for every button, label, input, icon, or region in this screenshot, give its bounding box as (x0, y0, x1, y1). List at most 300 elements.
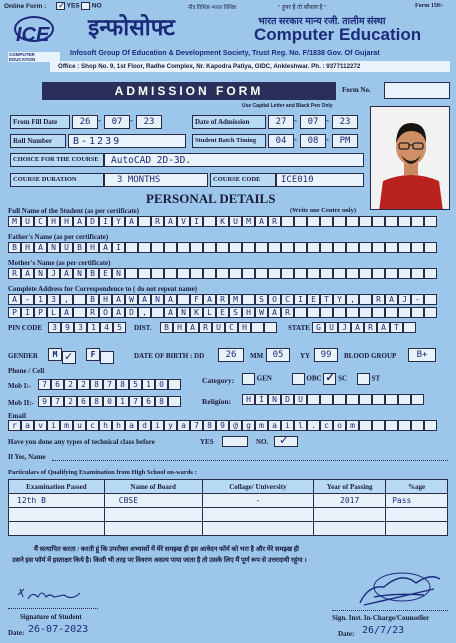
char-box[interactable]: I (99, 216, 112, 227)
char-box[interactable]: 0 (103, 396, 116, 407)
tech-yes-checkbox[interactable] (222, 436, 248, 447)
char-box[interactable]: d (138, 420, 151, 431)
char-box[interactable]: U (325, 322, 338, 333)
char-box[interactable]: I (190, 216, 203, 227)
gender-m-check[interactable]: ✓ (62, 351, 76, 364)
char-box[interactable]: A (385, 294, 398, 305)
char-box[interactable] (398, 420, 411, 431)
gender-f-box[interactable]: F (86, 348, 100, 361)
dob-yy[interactable]: 99 (314, 348, 338, 362)
char-box[interactable] (294, 242, 307, 253)
char-box[interactable]: 7 (51, 396, 64, 407)
char-box[interactable] (411, 216, 424, 227)
mob2-cells[interactable] (38, 396, 181, 407)
form-no-field[interactable] (384, 82, 450, 99)
char-box[interactable] (424, 242, 437, 253)
char-box[interactable]: K (216, 216, 229, 227)
char-box[interactable]: U (229, 216, 242, 227)
char-box[interactable]: H (242, 394, 255, 405)
char-box[interactable]: R (151, 216, 164, 227)
char-box[interactable] (177, 242, 190, 253)
char-box[interactable]: O (268, 294, 281, 305)
char-box[interactable] (359, 294, 372, 305)
char-box[interactable]: 2 (64, 379, 77, 390)
char-box[interactable]: L (203, 307, 216, 318)
char-box[interactable]: 9 (61, 322, 74, 333)
char-box[interactable]: A (268, 307, 281, 318)
char-box[interactable]: r (8, 420, 21, 431)
char-box[interactable] (359, 307, 372, 318)
char-box[interactable]: a (268, 420, 281, 431)
char-box[interactable] (268, 242, 281, 253)
char-box[interactable]: m (60, 420, 73, 431)
char-box[interactable]: N (151, 294, 164, 305)
char-box[interactable]: - (411, 294, 424, 305)
char-box[interactable]: A (112, 307, 125, 318)
char-box[interactable]: N (47, 242, 60, 253)
char-box[interactable]: C (281, 294, 294, 305)
char-box[interactable]: C (34, 216, 47, 227)
char-box[interactable]: H (47, 216, 60, 227)
full-name-cells[interactable] (8, 216, 437, 227)
char-box[interactable] (168, 396, 181, 407)
char-box[interactable]: U (212, 322, 225, 333)
char-box[interactable] (190, 242, 203, 253)
char-box[interactable]: , (346, 294, 359, 305)
char-box[interactable]: H (173, 322, 186, 333)
char-box[interactable] (359, 420, 372, 431)
char-box[interactable]: Y (333, 294, 346, 305)
char-box[interactable] (73, 307, 86, 318)
char-box[interactable] (203, 268, 216, 279)
char-box[interactable]: D (125, 307, 138, 318)
cell-board[interactable] (104, 522, 202, 536)
char-box[interactable] (320, 268, 333, 279)
char-box[interactable]: A (138, 294, 151, 305)
category-obc-checkbox[interactable] (292, 373, 305, 385)
char-box[interactable] (424, 294, 437, 305)
cell-university[interactable]: - (202, 494, 314, 508)
char-box[interactable] (307, 307, 320, 318)
char-box[interactable]: , (138, 307, 151, 318)
char-box[interactable]: A (99, 242, 112, 253)
student-date-value[interactable]: 26-07-2023 (28, 624, 89, 635)
char-box[interactable]: i (47, 420, 60, 431)
char-box[interactable] (333, 216, 346, 227)
char-box[interactable] (251, 322, 264, 333)
char-box[interactable] (385, 394, 398, 405)
char-box[interactable]: I (294, 294, 307, 305)
char-box[interactable]: Y (112, 216, 125, 227)
char-box[interactable]: B (86, 268, 99, 279)
char-box[interactable]: E (99, 268, 112, 279)
char-box[interactable] (372, 268, 385, 279)
char-box[interactable]: A (377, 322, 390, 333)
char-box[interactable]: 1 (116, 396, 129, 407)
char-box[interactable]: o (333, 420, 346, 431)
char-box[interactable]: h (99, 420, 112, 431)
char-box[interactable] (216, 268, 229, 279)
char-box[interactable]: A (21, 268, 34, 279)
char-box[interactable]: A (164, 307, 177, 318)
char-box[interactable] (307, 268, 320, 279)
char-box[interactable]: A (34, 242, 47, 253)
char-box[interactable] (294, 268, 307, 279)
char-box[interactable] (346, 394, 359, 405)
if-yes-line[interactable] (52, 460, 448, 461)
batch-to[interactable]: 08 (300, 134, 326, 148)
char-box[interactable] (73, 294, 86, 305)
char-box[interactable] (398, 307, 411, 318)
char-box[interactable]: A (351, 322, 364, 333)
char-box[interactable]: 3 (47, 294, 60, 305)
char-box[interactable] (203, 242, 216, 253)
char-box[interactable] (294, 216, 307, 227)
char-box[interactable]: 9 (38, 396, 51, 407)
char-box[interactable] (125, 268, 138, 279)
char-box[interactable]: 4 (100, 322, 113, 333)
char-box[interactable]: L (47, 307, 60, 318)
char-box[interactable]: i (281, 420, 294, 431)
cell-exam[interactable] (9, 522, 105, 536)
char-box[interactable]: O (99, 307, 112, 318)
char-box[interactable] (320, 242, 333, 253)
char-box[interactable] (242, 294, 255, 305)
adm-mm[interactable]: 07 (300, 115, 326, 129)
char-box[interactable]: 2 (64, 396, 77, 407)
batch-ampm[interactable]: PM (332, 134, 358, 148)
roll-number-field[interactable]: B-1239 (68, 134, 186, 148)
char-box[interactable]: 5 (113, 322, 126, 333)
char-box[interactable] (138, 242, 151, 253)
dob-dd[interactable]: 26 (218, 348, 244, 362)
char-box[interactable]: 7 (190, 420, 203, 431)
char-box[interactable] (411, 242, 424, 253)
char-box[interactable]: H (21, 242, 34, 253)
char-box[interactable]: B (86, 294, 99, 305)
char-box[interactable] (255, 268, 268, 279)
char-box[interactable]: , (60, 294, 73, 305)
char-box[interactable]: H (99, 294, 112, 305)
char-box[interactable]: R (8, 268, 21, 279)
char-box[interactable] (372, 242, 385, 253)
mob1-cells[interactable] (38, 379, 181, 390)
char-box[interactable]: 7 (103, 379, 116, 390)
char-box[interactable]: S (229, 307, 242, 318)
char-box[interactable]: U (60, 242, 73, 253)
char-box[interactable]: W (255, 307, 268, 318)
char-box[interactable] (294, 307, 307, 318)
char-box[interactable]: N (73, 268, 86, 279)
char-box[interactable] (229, 242, 242, 253)
char-box[interactable] (268, 268, 281, 279)
char-box[interactable]: m (346, 420, 359, 431)
char-box[interactable]: U (294, 394, 307, 405)
char-box[interactable] (333, 394, 346, 405)
char-box[interactable]: E (216, 307, 229, 318)
gender-f-check[interactable] (100, 351, 114, 364)
char-box[interactable] (398, 394, 411, 405)
char-box[interactable] (151, 268, 164, 279)
cell-exam[interactable]: 12th B (9, 494, 105, 508)
char-box[interactable] (398, 216, 411, 227)
char-box[interactable]: 5 (129, 379, 142, 390)
char-box[interactable]: E (307, 294, 320, 305)
char-box[interactable] (151, 307, 164, 318)
cell-year[interactable]: 2017 (314, 494, 386, 508)
char-box[interactable]: U (21, 216, 34, 227)
char-box[interactable]: R (268, 216, 281, 227)
char-box[interactable]: A (73, 216, 86, 227)
char-box[interactable]: 8 (90, 396, 103, 407)
char-box[interactable]: B (8, 242, 21, 253)
char-box[interactable] (424, 307, 437, 318)
char-box[interactable] (359, 216, 372, 227)
char-box[interactable]: M (242, 216, 255, 227)
char-box[interactable]: N (34, 268, 47, 279)
cell-percentage[interactable]: Pass (386, 494, 448, 508)
tech-no-checkbox[interactable]: ✓ (274, 436, 298, 447)
char-box[interactable]: a (21, 420, 34, 431)
char-box[interactable]: T (390, 322, 403, 333)
char-box[interactable] (411, 268, 424, 279)
char-box[interactable] (164, 242, 177, 253)
cell-board[interactable]: CBSE (104, 494, 202, 508)
char-box[interactable] (372, 394, 385, 405)
institute-date-value[interactable]: 26/7/23 (362, 625, 405, 636)
char-box[interactable]: i (151, 420, 164, 431)
fill-mm[interactable]: 07 (104, 115, 130, 129)
char-box[interactable]: 3 (74, 322, 87, 333)
char-box[interactable]: m (255, 420, 268, 431)
char-box[interactable]: R (199, 322, 212, 333)
state-cells[interactable] (312, 322, 416, 333)
char-box[interactable] (333, 242, 346, 253)
char-box[interactable]: J (47, 268, 60, 279)
char-box[interactable]: 1 (87, 322, 100, 333)
char-box[interactable] (307, 242, 320, 253)
char-box[interactable] (242, 268, 255, 279)
char-box[interactable] (177, 294, 190, 305)
course-duration-field[interactable]: 3 MONTHS (104, 173, 208, 187)
char-box[interactable] (190, 268, 203, 279)
char-box[interactable]: S (255, 294, 268, 305)
char-box[interactable]: H (86, 242, 99, 253)
char-box[interactable]: 1 (34, 294, 47, 305)
char-box[interactable]: B (73, 242, 86, 253)
char-box[interactable] (320, 216, 333, 227)
char-box[interactable]: F (190, 294, 203, 305)
char-box[interactable]: c (86, 420, 99, 431)
char-box[interactable] (281, 216, 294, 227)
char-box[interactable] (164, 268, 177, 279)
char-box[interactable]: A (8, 294, 21, 305)
mother-name-cells[interactable] (8, 268, 437, 279)
cell-university[interactable] (202, 522, 314, 536)
char-box[interactable]: a (125, 420, 138, 431)
char-box[interactable] (424, 216, 437, 227)
category-st-checkbox[interactable] (357, 373, 370, 385)
char-box[interactable]: J (338, 322, 351, 333)
address-line2-cells[interactable] (8, 307, 437, 318)
char-box[interactable]: R (281, 307, 294, 318)
category-gen-checkbox[interactable] (242, 373, 255, 385)
char-box[interactable] (255, 242, 268, 253)
char-box[interactable] (320, 394, 333, 405)
char-box[interactable]: 3 (48, 322, 61, 333)
char-box[interactable]: D (86, 216, 99, 227)
char-box[interactable]: 2 (77, 379, 90, 390)
char-box[interactable]: A (186, 322, 199, 333)
char-box[interactable]: 6 (142, 396, 155, 407)
char-box[interactable]: 7 (129, 396, 142, 407)
char-box[interactable] (359, 268, 372, 279)
char-box[interactable]: A (60, 307, 73, 318)
dob-mm[interactable]: 05 (266, 348, 290, 362)
char-box[interactable] (385, 216, 398, 227)
char-box[interactable]: A (112, 294, 125, 305)
char-box[interactable]: 9 (216, 420, 229, 431)
adm-dd[interactable]: 27 (268, 115, 294, 129)
cell-year[interactable] (314, 508, 386, 522)
char-box[interactable]: T (320, 294, 333, 305)
char-box[interactable]: A (164, 294, 177, 305)
char-box[interactable] (203, 216, 216, 227)
char-box[interactable] (138, 216, 151, 227)
char-box[interactable] (359, 394, 372, 405)
char-box[interactable]: 7 (38, 379, 51, 390)
char-box[interactable] (229, 268, 242, 279)
char-box[interactable] (281, 268, 294, 279)
char-box[interactable] (398, 268, 411, 279)
char-box[interactable] (403, 322, 416, 333)
char-box[interactable] (346, 216, 359, 227)
char-box[interactable] (307, 394, 320, 405)
char-box[interactable]: C (225, 322, 238, 333)
char-box[interactable]: N (268, 394, 281, 405)
char-box[interactable] (411, 307, 424, 318)
char-box[interactable]: u (73, 420, 86, 431)
char-box[interactable]: g (242, 420, 255, 431)
char-box[interactable] (424, 420, 437, 431)
char-box[interactable]: R (364, 322, 377, 333)
char-box[interactable]: y (164, 420, 177, 431)
char-box[interactable]: A (255, 216, 268, 227)
online-yes-checkbox[interactable]: ✓ (58, 0, 66, 10)
char-box[interactable] (424, 268, 437, 279)
char-box[interactable] (177, 268, 190, 279)
char-box[interactable]: 8 (90, 379, 103, 390)
char-box[interactable]: N (112, 268, 125, 279)
char-box[interactable]: P (8, 307, 21, 318)
char-box[interactable] (385, 307, 398, 318)
char-box[interactable]: D (281, 394, 294, 405)
online-no-checkbox[interactable] (81, 2, 90, 10)
char-box[interactable] (372, 420, 385, 431)
char-box[interactable]: N (177, 307, 190, 318)
char-box[interactable]: @ (229, 420, 242, 431)
char-box[interactable] (168, 379, 181, 390)
char-box[interactable]: I (21, 307, 34, 318)
char-box[interactable] (125, 242, 138, 253)
char-box[interactable] (346, 307, 359, 318)
cell-board[interactable] (104, 508, 202, 522)
pin-code-cells[interactable] (48, 322, 126, 333)
char-box[interactable] (385, 242, 398, 253)
cell-university[interactable] (202, 508, 314, 522)
char-box[interactable] (359, 242, 372, 253)
char-box[interactable]: . (307, 420, 320, 431)
char-box[interactable] (346, 242, 359, 253)
char-box[interactable]: K (190, 307, 203, 318)
char-box[interactable]: M (229, 294, 242, 305)
char-box[interactable]: R (86, 307, 99, 318)
category-sc-checkbox[interactable]: ✓ (325, 372, 335, 384)
char-box[interactable] (333, 268, 346, 279)
char-box[interactable]: 6 (51, 379, 64, 390)
char-box[interactable] (372, 216, 385, 227)
char-box[interactable]: H (60, 216, 73, 227)
choice-course-field[interactable]: AutoCAD 2D-3D. (104, 153, 364, 167)
char-box[interactable]: a (177, 420, 190, 431)
char-box[interactable]: B (160, 322, 173, 333)
gender-m-box[interactable]: M (48, 348, 62, 361)
char-box[interactable]: A (125, 216, 138, 227)
char-box[interactable] (242, 242, 255, 253)
char-box[interactable]: A (60, 268, 73, 279)
char-box[interactable] (333, 307, 346, 318)
char-box[interactable]: v (34, 420, 47, 431)
cell-exam[interactable] (9, 508, 105, 522)
char-box[interactable] (372, 307, 385, 318)
char-box[interactable]: 8 (203, 420, 216, 431)
char-box[interactable]: 6 (77, 396, 90, 407)
char-box[interactable]: I (255, 394, 268, 405)
char-box[interactable]: c (320, 420, 333, 431)
char-box[interactable] (411, 420, 424, 431)
char-box[interactable]: 8 (155, 396, 168, 407)
char-box[interactable]: V (177, 216, 190, 227)
char-box[interactable] (138, 268, 151, 279)
char-box[interactable]: 0 (155, 379, 168, 390)
char-box[interactable]: R (372, 294, 385, 305)
char-box[interactable]: W (125, 294, 138, 305)
cell-percentage[interactable] (386, 508, 448, 522)
char-box[interactable]: G (312, 322, 325, 333)
fill-yy[interactable]: 23 (136, 115, 162, 129)
char-box[interactable] (411, 394, 424, 405)
char-box[interactable]: R (216, 294, 229, 305)
char-box[interactable]: I (112, 242, 125, 253)
char-box[interactable]: 1 (142, 379, 155, 390)
char-box[interactable] (264, 322, 277, 333)
char-box[interactable]: M (8, 216, 21, 227)
char-box[interactable] (385, 268, 398, 279)
dist-cells[interactable] (160, 322, 277, 333)
cell-percentage[interactable] (386, 522, 448, 536)
char-box[interactable]: 8 (116, 379, 129, 390)
char-box[interactable]: - (21, 294, 34, 305)
char-box[interactable]: A (203, 294, 216, 305)
father-name-cells[interactable] (8, 242, 437, 253)
char-box[interactable] (398, 242, 411, 253)
char-box[interactable]: h (112, 420, 125, 431)
char-box[interactable]: A (164, 216, 177, 227)
char-box[interactable]: P (34, 307, 47, 318)
address-line1-cells[interactable] (8, 294, 437, 305)
char-box[interactable] (320, 307, 333, 318)
char-box[interactable] (151, 242, 164, 253)
